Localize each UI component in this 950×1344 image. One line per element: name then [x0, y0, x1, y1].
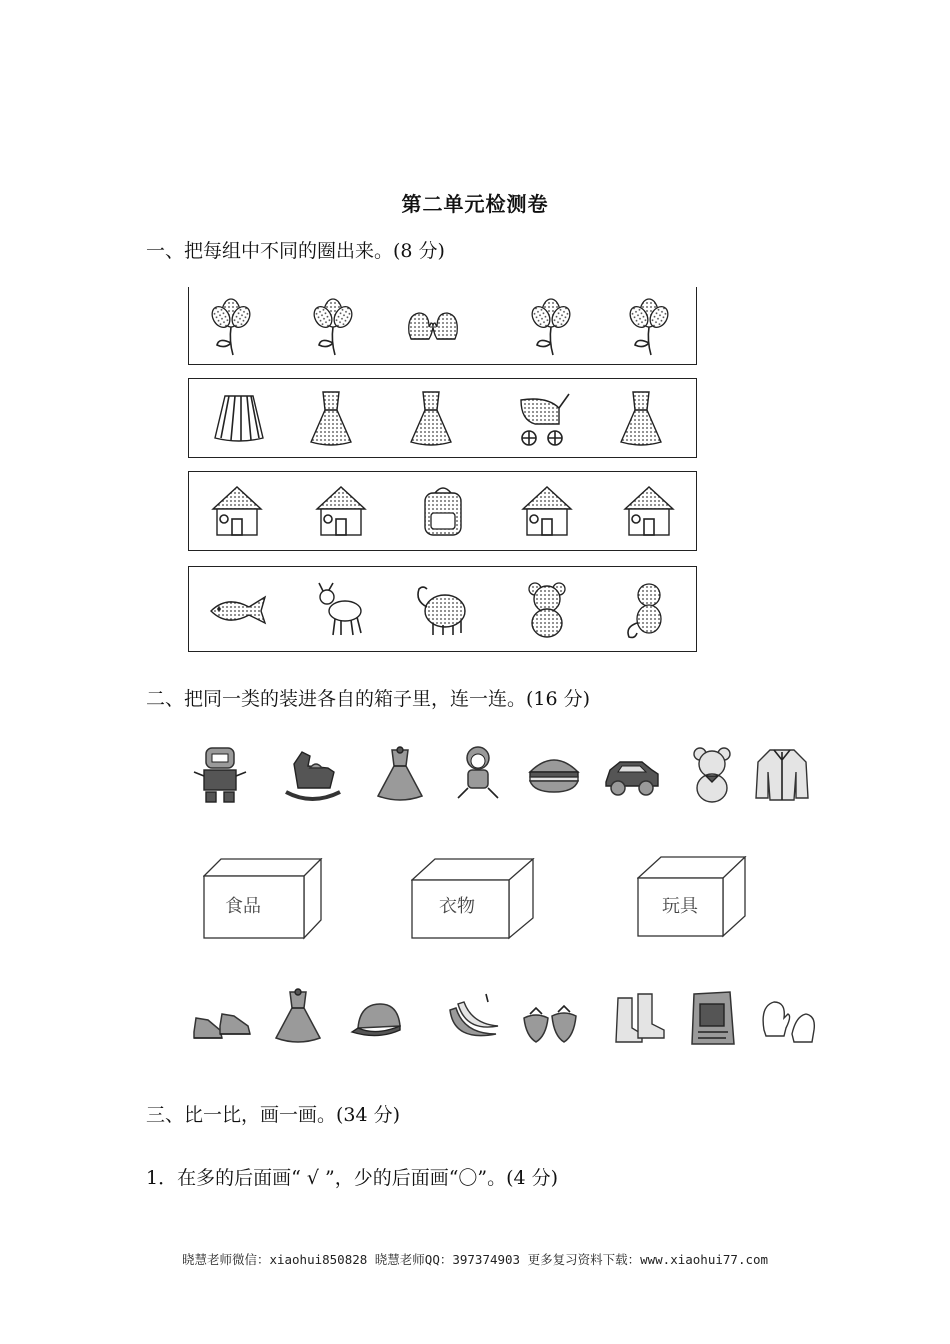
section3-heading: 三、比一比，画一画。(34 分): [146, 1104, 401, 1126]
group-row-2: [188, 378, 697, 458]
group-row-4: [188, 566, 697, 652]
mittens-icon: [401, 293, 465, 357]
rocking-horse-icon: [280, 742, 344, 806]
box-label: 食品: [225, 896, 261, 917]
group-row-3: [188, 471, 697, 551]
dress-icon: [368, 742, 432, 806]
toys-box[interactable]: [637, 856, 747, 938]
robot-icon: [188, 742, 252, 806]
teddy-bear-icon: [515, 577, 579, 641]
fish-icon: [205, 577, 269, 641]
section2-heading: 二、把同一类的装进各自的箱子里，连一连。(16 分): [146, 688, 591, 710]
sneakers-icon: [190, 992, 254, 1056]
teddy-bear-icon: [680, 742, 744, 806]
doll-icon: [446, 742, 510, 806]
strawberries-icon: [518, 990, 582, 1054]
monkey-icon: [617, 577, 681, 641]
backpack-icon: [411, 479, 475, 543]
chrysanthemum-icon: [199, 293, 263, 357]
question-1: 1．在多的后面画“ √ ”，少的后面画“〇”。(4 分): [146, 1167, 559, 1189]
gingerbread-house-icon: [617, 479, 681, 543]
cottage-icon: [309, 479, 373, 543]
footer-note: 晓慧老师微信：xiaohui850828 晓慧老师QQ：397374903 更多复习资料下载：www.xiaohui77.com: [181, 1252, 769, 1267]
group-row-1: [188, 287, 697, 365]
goat-icon: [309, 577, 373, 641]
baby-stroller-icon: [511, 386, 575, 450]
dress-icon: [266, 984, 330, 1048]
rose-icon: [617, 293, 681, 357]
elephant-icon: [407, 577, 471, 641]
gloves-icon: [756, 986, 820, 1050]
polka-dress-icon: [609, 386, 673, 450]
hamburger-icon: [522, 742, 586, 806]
doghouse-icon: [515, 479, 579, 543]
box-label: 衣物: [439, 896, 475, 917]
page-title: 第二单元检测卷: [401, 192, 549, 216]
jacket-icon: [750, 742, 814, 806]
skirt-icon: [207, 386, 271, 450]
house-icon: [205, 479, 269, 543]
ruffled-dress-icon: [299, 386, 363, 450]
clothes-box[interactable]: [411, 858, 535, 940]
tulip-icon: [301, 293, 365, 357]
box-label: 玩具: [662, 896, 698, 917]
bananas-icon: [440, 986, 504, 1050]
snack-bag-icon: [680, 986, 744, 1050]
dress-icon: [399, 386, 463, 450]
cap-icon: [346, 988, 410, 1052]
rain-boots-icon: [606, 988, 670, 1052]
toy-car-icon: [600, 742, 664, 806]
carnation-icon: [519, 293, 583, 357]
section1-heading: 一、把每组中不同的圈出来。(8 分): [146, 240, 445, 262]
food-box[interactable]: [203, 858, 323, 940]
